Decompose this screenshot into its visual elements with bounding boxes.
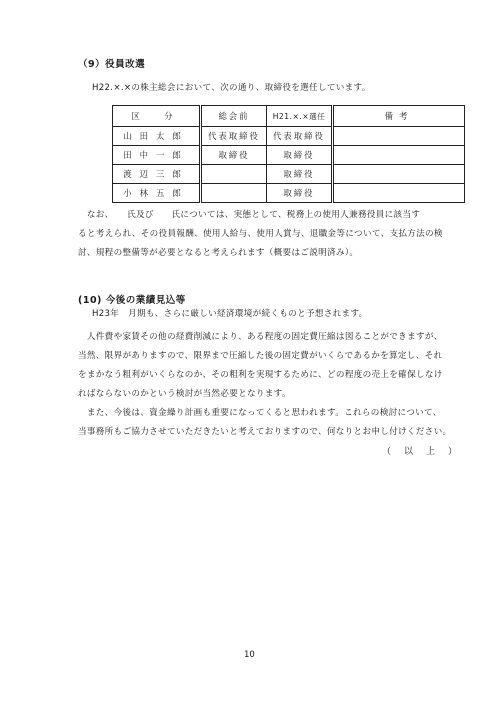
cell-name: 山田太郎 <box>113 127 201 146</box>
section-10-p2-line-4: ればならないのかという検討が当然必要となります。 <box>78 389 291 399</box>
cell-remarks <box>333 146 465 165</box>
section-10-p2-line-1: 人件費や家賃その他の経費削減により、ある程度の固定費圧縮は図ることができますが、 <box>78 332 443 342</box>
cell-before <box>201 165 267 184</box>
section-9-heading: （9）役員改選 <box>78 59 146 70</box>
section-10-p3-line-2: 当事務所もご協力させていただきたいと考えておりますので、何なりとお申し付けください。 <box>78 427 452 437</box>
header-before-meeting: 総会前 <box>201 106 267 127</box>
closing-mark: （ 以 上 ） <box>382 447 460 457</box>
header-classification: 区 分 <box>113 106 201 127</box>
cell-remarks <box>333 127 465 146</box>
section-9-note-line-2: ると考えられ、その役員報酬、使用人給与、使用人賞与、退職金等について、支払方法の検 <box>78 229 443 239</box>
section-9-intro: H22.×.×の株主総会において、次の通り、取締役を選任しています。 <box>92 83 371 93</box>
officer-table <box>112 105 465 203</box>
section-10-p2-line-3: をまかなう粗利がいくらなのか、その粗利を実現するために、どの程度の売上を確保しなけ <box>78 370 443 380</box>
table-row <box>113 184 465 203</box>
cell-before: 代表取締役 <box>201 127 267 146</box>
cell-before <box>201 184 267 203</box>
header-remarks: 備考 <box>333 106 465 127</box>
header-elected: H21.×.×選任 <box>267 106 333 127</box>
section-10-p3-line-1: また、今後は、資金繰り計画も重要になってくると思われます。これらの検討について、 <box>78 408 442 418</box>
cell-elected: 代表取締役 <box>267 127 333 146</box>
section-9-note-line-1: なお、 氏及び 氏については、実態として、税務上の使用人兼務役員に該当す <box>78 210 421 220</box>
page-number: 10 <box>244 650 255 660</box>
section-10-paragraph-1: H23年 月期も、さらに厳しい経済環境が続くものと予想されます。 <box>92 309 368 319</box>
section-10-p2-line-2: 当然、限界がありますので、限界まで圧縮した後の固定費がいくらであるかを算定し、それ <box>78 351 443 361</box>
cell-name: 小林五郎 <box>113 184 201 203</box>
cell-before: 取締役 <box>201 146 267 165</box>
cell-remarks <box>333 165 465 184</box>
section-10-heading: (10) 今後の業績見込等 <box>78 295 186 306</box>
cell-name: 渡辺三郎 <box>113 165 201 184</box>
cell-remarks <box>333 184 465 203</box>
cell-elected: 取締役 <box>267 184 333 203</box>
cell-name: 田中一郎 <box>113 146 201 165</box>
table-row <box>113 127 465 146</box>
cell-elected: 取締役 <box>267 165 333 184</box>
cell-elected: 取締役 <box>267 146 333 165</box>
section-9-note-line-3: 討、規程の整備等が必要となると考えられます（概要はご説明済み）。 <box>78 248 359 258</box>
table-row <box>113 146 465 165</box>
table-row <box>113 165 465 184</box>
table-header-row <box>113 106 465 127</box>
